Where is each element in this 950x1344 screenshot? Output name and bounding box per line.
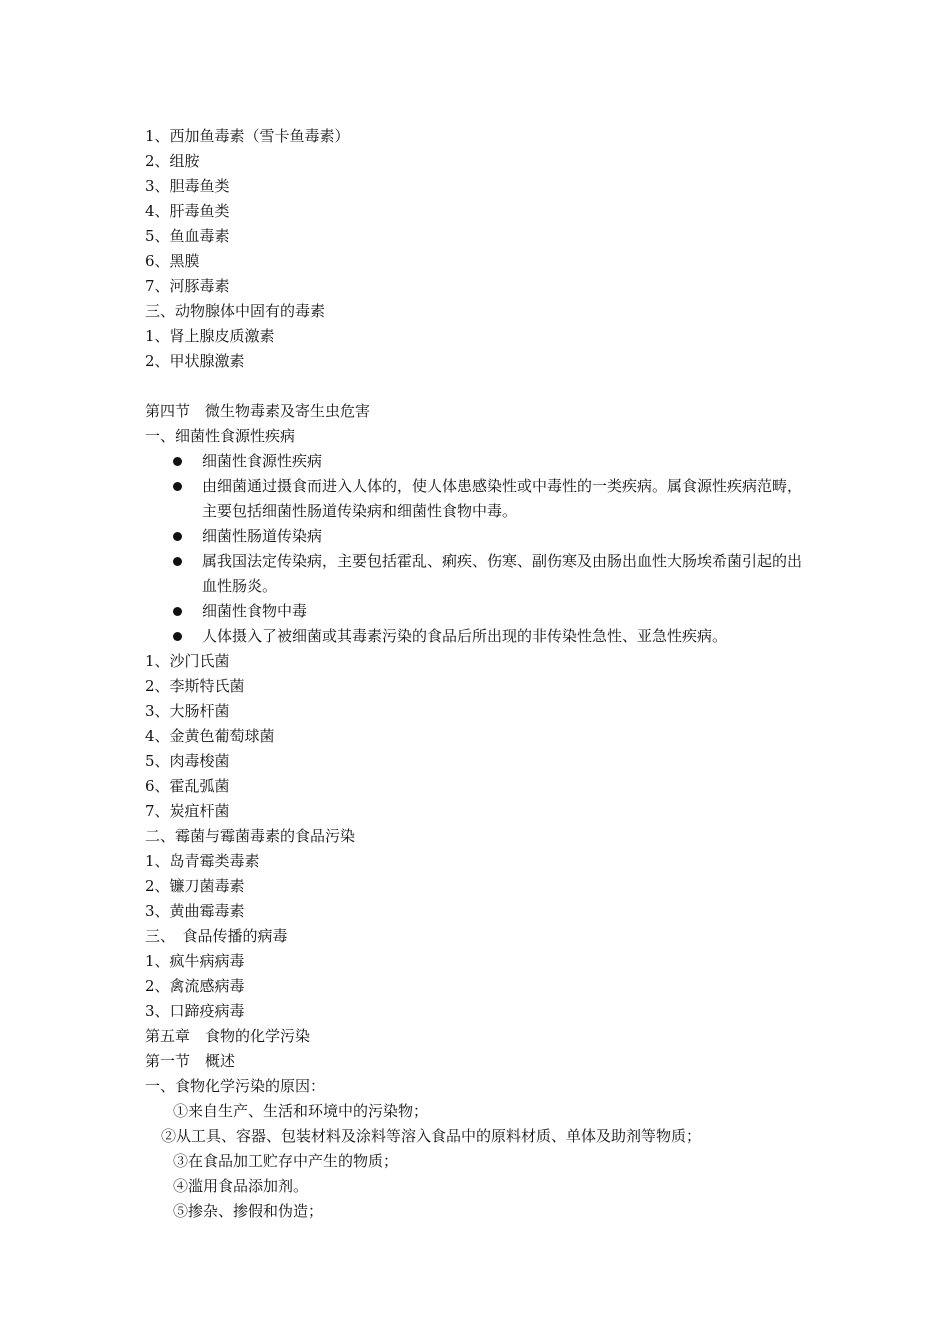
list-item: 2、李斯特氏菌 — [145, 677, 245, 695]
bullet-item — [145, 524, 807, 549]
bullet-text: 细菌性肠道传染病 — [202, 527, 323, 545]
list-item: 7、河豚毒素 — [145, 277, 230, 295]
bullet-text: 人体摄入了被细菌或其毒素污染的食品后所出现的非传染性急性、亚急性疾病。 — [202, 627, 728, 645]
list-item: 7、炭疽杆菌 — [145, 802, 230, 820]
bullet-item — [145, 474, 807, 524]
cause-item: ③在食品加工贮存中产生的物质； — [173, 1152, 399, 1170]
bullet-text: 细菌性食源性疾病 — [202, 452, 323, 470]
bullet-item — [145, 599, 807, 624]
list-item: 3、大肠杆菌 — [145, 702, 230, 720]
bullet-item — [145, 624, 807, 649]
bullet-item — [145, 549, 807, 599]
list-item: 2、镰刀菌毒素 — [145, 877, 245, 895]
list-item: 2、禽流感病毒 — [145, 977, 245, 995]
bullet-text: 细菌性食物中毒 — [202, 602, 308, 620]
list-item: 3、黄曲霉毒素 — [145, 902, 245, 920]
heading-gland-toxins: 三、动物腺体中固有的毒素 — [145, 302, 326, 320]
list-item: 3、胆毒鱼类 — [145, 177, 230, 195]
bullet-item — [145, 449, 807, 474]
list-item: 3、口蹄疫病毒 — [145, 1002, 245, 1020]
cause-item: ②从工具、容器、包装材料及涂料等溶入食品中的原料材质、单体及助剂等物质； — [161, 1127, 702, 1145]
list-item: 5、肉毒梭菌 — [145, 752, 230, 770]
heading-causes: 一、食物化学污染的原因： — [145, 1077, 326, 1095]
list-item: 1、沙门氏菌 — [145, 652, 230, 670]
list-item: 5、鱼血毒素 — [145, 227, 230, 245]
bullet-dot-icon — [173, 632, 182, 641]
document-body — [145, 124, 815, 1224]
cause-item: ⑤掺杂、掺假和伪造； — [173, 1202, 324, 1220]
list-item: 1、疯牛病病毒 — [145, 952, 245, 970]
bullet-dot-icon — [173, 607, 182, 616]
bullet-text: 属我国法定传染病，主要包括霍乱、痢疾、伤寒、副伤寒及由肠出血性大肠埃希菌引起的出血性肠炎。 — [202, 552, 803, 595]
cause-item: ①来自生产、生活和环境中的污染物； — [173, 1102, 429, 1120]
heading-virus: 三、 食品传播的病毒 — [145, 927, 288, 945]
section-title: 第四节 微生物毒素及寄生虫危害 — [145, 402, 371, 420]
heading-bacterial: 一、细菌性食源性疾病 — [145, 427, 296, 445]
list-item: 1、肾上腺皮质激素 — [145, 327, 275, 345]
list-item: 2、组胺 — [145, 152, 200, 170]
bullet-dot-icon — [173, 532, 182, 541]
blank-line — [145, 374, 815, 399]
list-item: 6、霍乱弧菌 — [145, 777, 230, 795]
list-item: 4、金黄色葡萄球菌 — [145, 727, 275, 745]
bullet-text: 由细菌通过摄食而进入人体的，使人体患感染性或中毒性的一类疾病。属食源性疾病范畴，主要包括细菌性肠道传染病和细菌性食物中毒。 — [202, 477, 803, 520]
list-item: 6、黑膜 — [145, 252, 200, 270]
list-item: 2、甲状腺激素 — [145, 352, 245, 370]
bullet-dot-icon — [173, 457, 182, 466]
cause-item: ④滥用食品添加剂。 — [173, 1177, 309, 1195]
section-title: 第一节 概述 — [145, 1052, 236, 1070]
heading-mold: 二、霉菌与霉菌毒素的食品污染 — [145, 827, 356, 845]
list-item: 1、西加鱼毒素（雪卡鱼毒素） — [145, 127, 350, 145]
bullet-list — [145, 449, 815, 649]
bullet-dot-icon — [173, 482, 182, 491]
list-item: 1、岛青霉类毒素 — [145, 852, 260, 870]
list-item: 4、肝毒鱼类 — [145, 202, 230, 220]
chapter-title: 第五章 食物的化学污染 — [145, 1027, 311, 1045]
bullet-dot-icon — [173, 557, 182, 566]
